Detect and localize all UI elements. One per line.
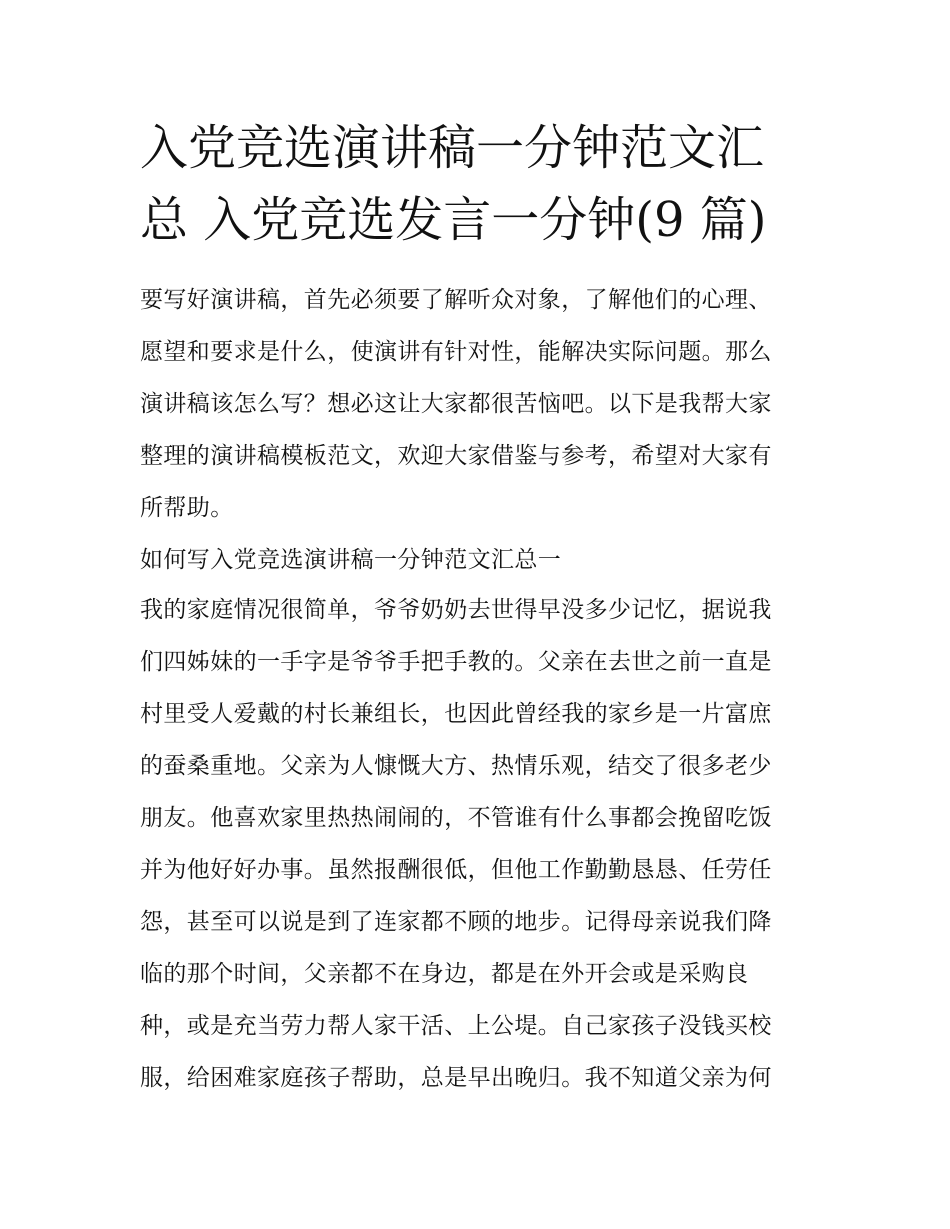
- body-line-7: 怨，甚至可以说是到了连家都不顾的地步。记得母亲说我们降: [140, 909, 772, 935]
- document-body: [140, 274, 812, 1104]
- intro-line-5: 所帮助。: [140, 495, 234, 521]
- title-line-2: 总 入党竞选发言一分钟(9 篇): [140, 192, 767, 248]
- body-line-4: 的蚕桑重地。父亲为人慷慨大方、热情乐观，结交了很多老少: [140, 753, 772, 779]
- intro-line-1: 要写好演讲稿，首先必须要了解听众对象，了解他们的心理、: [140, 287, 772, 313]
- body-line-1: 我的家庭情况很简单，爷爷奶奶去世得早没多少记忆，据说我: [140, 597, 772, 623]
- body-line-9: 种，或是充当劳力帮人家干活、上公堤。自己家孩子没钱买校: [140, 1013, 772, 1039]
- document-page: [140, 112, 812, 1104]
- title-line-1: 入党竞选演讲稿一分钟范文汇: [140, 120, 765, 176]
- body-line-5: 朋友。他喜欢家里热热闹闹的，不管谁有什么事都会挽留吃饭: [140, 805, 772, 831]
- body-line-6: 并为他好好办事。虽然报酬很低，但他工作勤勤恳恳、任劳任: [140, 857, 772, 883]
- intro-line-4: 整理的演讲稿模板范文，欢迎大家借鉴与参考，希望对大家有: [140, 443, 772, 469]
- body-line-2: 们四姊妹的一手字是爷爷手把手教的。父亲在去世之前一直是: [140, 649, 772, 675]
- document-title: [140, 112, 812, 256]
- intro-line-2: 愿望和要求是什么，使演讲有针对性，能解决实际问题。那么: [140, 339, 772, 365]
- body-line-8: 临的那个时间，父亲都不在身边，都是在外开会或是采购良: [140, 961, 749, 987]
- section-heading: 如何写入党竞选演讲稿一分钟范文汇总一: [140, 547, 562, 573]
- intro-line-3: 演讲稿该怎么写？想必这让大家都很苦恼吧。以下是我帮大家: [140, 391, 772, 417]
- body-line-3: 村里受人爱戴的村长兼组长，也因此曾经我的家乡是一片富庶: [140, 701, 772, 727]
- body-line-10: 服，给困难家庭孩子帮助，总是早出晚归。我不知道父亲为何: [140, 1065, 772, 1091]
